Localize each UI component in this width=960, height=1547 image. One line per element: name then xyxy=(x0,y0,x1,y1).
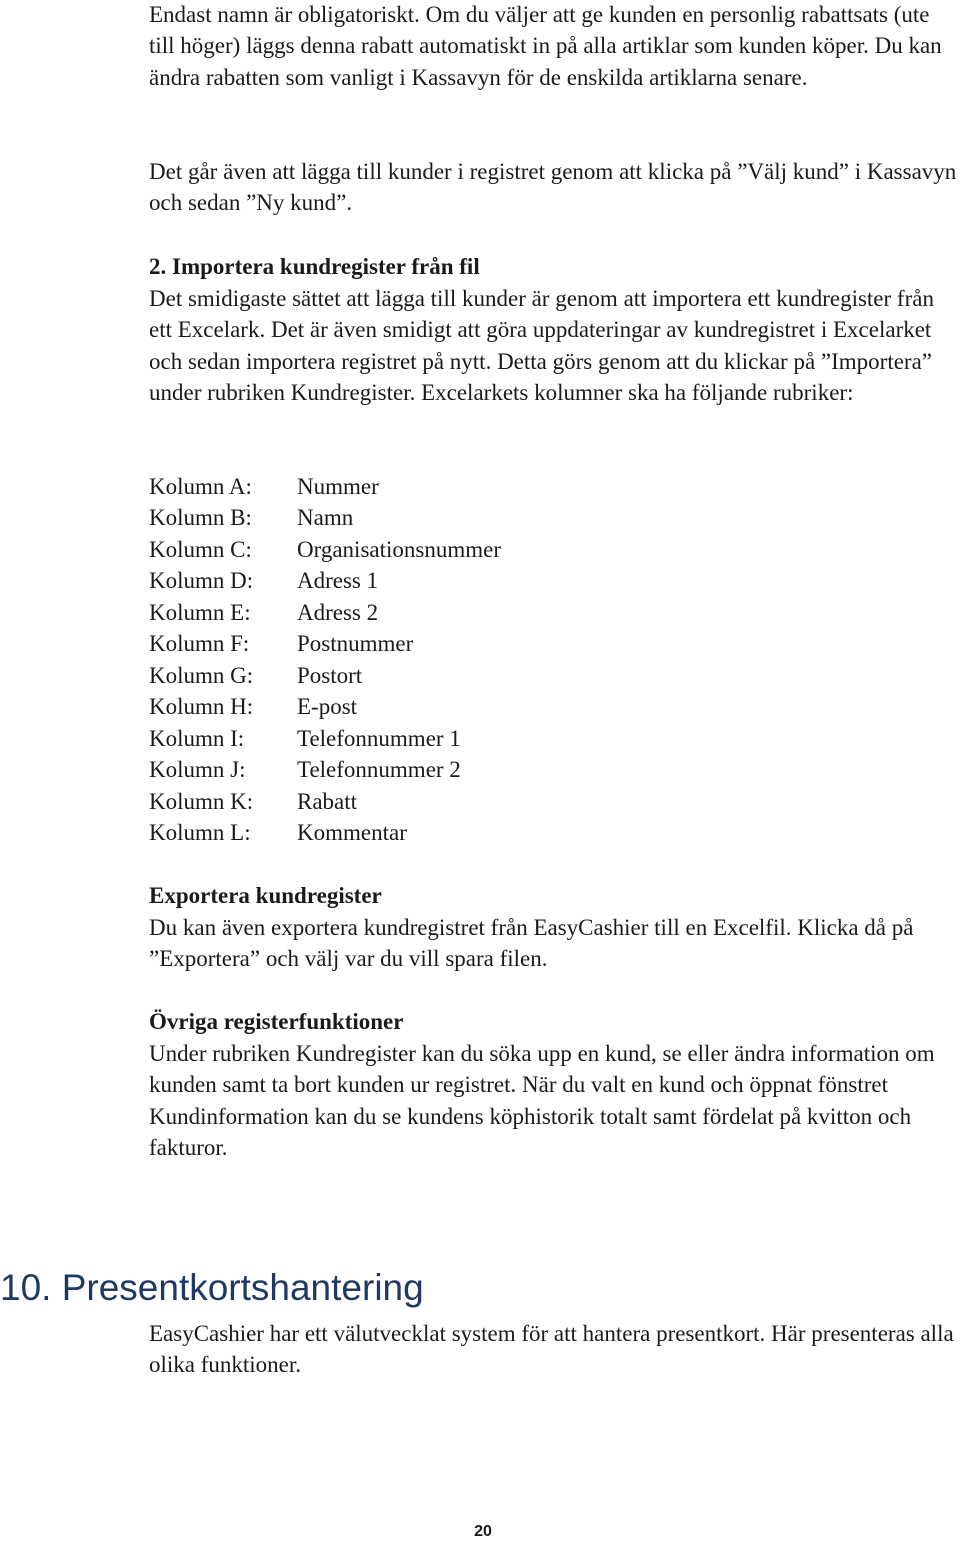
column-value: E-post xyxy=(297,694,358,719)
page-number: 20 xyxy=(474,1523,492,1540)
column-value: Telefonnummer 2 xyxy=(297,757,461,782)
column-label: Kolumn J: xyxy=(149,757,246,782)
column-label: Kolumn E: xyxy=(149,600,251,625)
column-label: Kolumn G: xyxy=(149,663,254,688)
column-value: Namn xyxy=(297,505,354,530)
column-value: Rabatt xyxy=(297,789,358,814)
import-paragraph: Det smidigaste sättet att lägga till kunder är genom att importera ett kundregister från ett Excelark. Det är även smidigt att göra uppdateringar av kundregistret i Excelarket och sedan importera registret på nytt. Detta görs genom att du klickar på ”Importera” under rubriken Kundregister. Excelarkets kolumner ska ha följande rubriker: xyxy=(149,286,934,406)
column-label: Kolumn B: xyxy=(149,505,252,530)
column-label: Kolumn L: xyxy=(149,820,251,845)
chapter-title: 10. Presentkortshantering xyxy=(0,1267,424,1308)
column-value: Adress 2 xyxy=(297,600,379,625)
column-value: Postnummer xyxy=(297,631,414,656)
column-value: Telefonnummer 1 xyxy=(297,726,461,751)
export-paragraph: Du kan även exportera kundregistret från EasyCashier till en Excelfil. Klicka då på ”Exportera” och välj var du vill spara filen. xyxy=(149,915,914,972)
column-label: Kolumn C: xyxy=(149,537,252,562)
column-value: Postort xyxy=(297,663,363,688)
export-heading: Exportera kundregister xyxy=(149,883,382,908)
column-label: Kolumn F: xyxy=(149,631,250,656)
other-functions-heading: Övriga registerfunktioner xyxy=(149,1009,404,1034)
column-value: Kommentar xyxy=(297,820,407,845)
column-value: Adress 1 xyxy=(297,568,379,593)
import-heading: 2. Importera kundregister från fil xyxy=(149,254,480,279)
column-value: Nummer xyxy=(297,474,379,499)
column-label: Kolumn I: xyxy=(149,726,245,751)
column-value: Organisationsnummer xyxy=(297,537,501,562)
column-label: Kolumn K: xyxy=(149,789,254,814)
column-label: Kolumn D: xyxy=(149,568,254,593)
other-functions-paragraph: Under rubriken Kundregister kan du söka upp en kund, se eller ändra information om kunden samt ta bort kunden ur registret. När du valt en kund och öppnat fönstret Kundinformation kan du se kundens köphistorik totalt samt fördelat på kvitton och fakturor. xyxy=(149,1041,935,1161)
column-label: Kolumn H: xyxy=(149,694,254,719)
intro-paragraph: Endast namn är obligatoriskt. Om du väljer att ge kunden en personlig rabattsats (ute till höger) läggs denna rabatt automatiskt in på alla artiklar som kunden köper. Du kan ändra rabatten som vanligt i Kassavyn för de enskilda artiklarna senare. xyxy=(149,2,942,90)
column-label: Kolumn A: xyxy=(149,474,252,499)
add-customer-paragraph: Det går även att lägga till kunder i registret genom att klicka på ”Välj kund” i Kassavyn och sedan ”Ny kund”. xyxy=(149,159,957,216)
chapter-intro-paragraph: EasyCashier har ett välutvecklat system för att hantera presentkort. Här presenteras alla olika funktioner. xyxy=(149,1321,954,1378)
